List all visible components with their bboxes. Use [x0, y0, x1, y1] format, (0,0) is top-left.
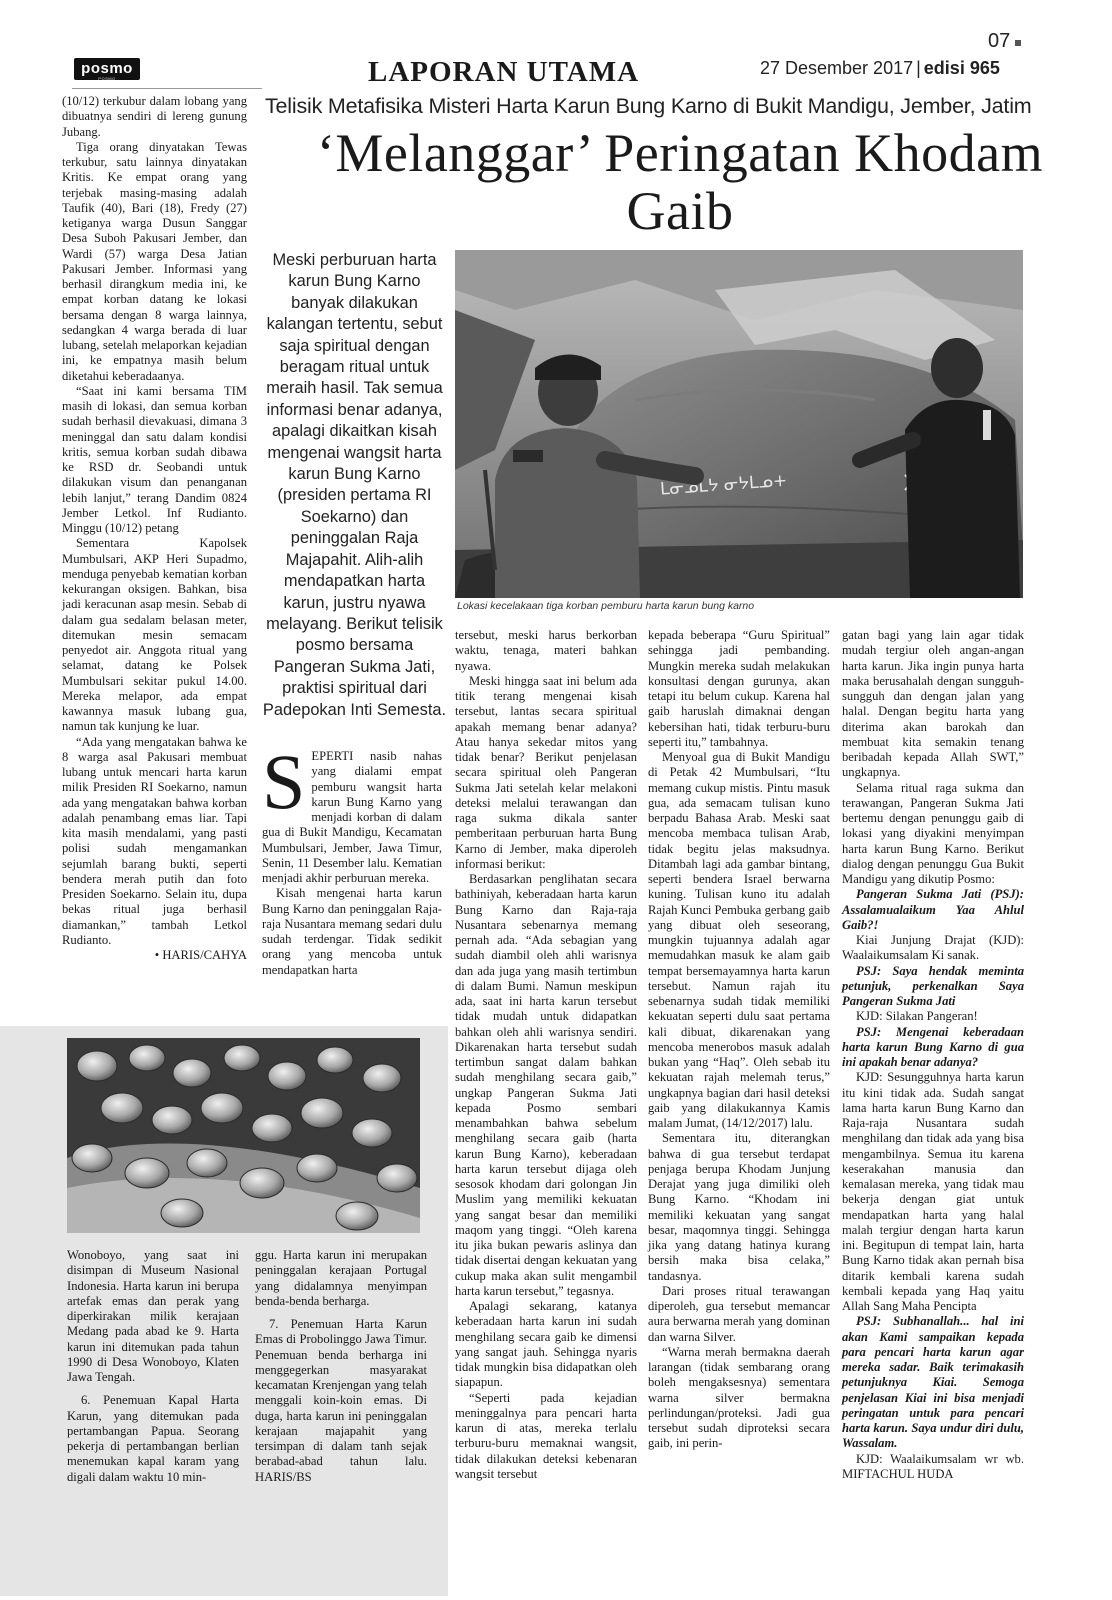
sidebar-column-1 [67, 1248, 239, 1485]
left-column [62, 94, 247, 963]
article-paragraph: Selama ritual raga sukma dan terawangan, Pangeran Sukma Jati bertemu dengan penunggu gaib di lokasi yang diyakini menyimpan harta karun Bung Karno. Berikut dialog dengan penunggu Gua Bukit Mandigu yang dikutip Posmo: [842, 780, 1024, 886]
dialog-answer: KJD: Sesungguhnya harta karun itu kini tidak ada. Sudah sangat lama harta karun Bung Karno dan Raja-raja Nusantara sudah menghilang dan tidak ada yang bisa mengambilnya. Semua itu karena keserakahan manusia dan kemalasan mereka, yang tidak mau bekerja dengan giat untuk mendapatkan harta yang halal malah tergiur dengan harta karun ini. Begitupun di tempat lain, harta Bung Karno tidak akan pernah bisa ditarik kembali karena sudah kembali kepada yang Haq yaitu Allah Sang Maha Pencipta [842, 1070, 1024, 1313]
page-marker-icon [1015, 40, 1021, 46]
article-first-paragraph [262, 738, 442, 886]
article-paragraph: “Warna merah bermakna daerah larangan (tidak sembarang orang boleh mengaksesnya) sementara warna silver bermakna perlindungan/proteksi. Jadi gua tersebut sudah diproteksi secara gaib, ini perin- [648, 1344, 830, 1451]
article-paragraph: Menyoal gua di Bukit Mandigu di Petak 42 Mumbulsari, “Itu memang cukup mistis. Pintu masuk gua, ada semacam tulisan kuno berpadu Bahasa Arab. Meski saat mencoba membaca tulisan Arab, tidak begitu jelas maksudnya. Ditambah lagi ada gambar bintang, seperti bendera Israel berwarna kuning. Tulisan kuno itu adalah Rajah Kunci Pembuka gerbang gaib yang dibuat oleh seseorang, mungkin tujuannya adalah agar memudahkan masuk ke alam gaib tempat bersemayamnya harta karun tersebut. Namun rajah itu sebenarnya sudah tidak memiliki kekuatan seperti dulu saat pertama kali dibuat, dikarenakan yang mencoba menerobos masuk adalah bukan yang “Haq”. Oleh sebab itu kekuatan rajah melemah terus,” ungkapnya bagian dari hasil deteksi gaib yang dilakukannya Kamis malam Jumat, (14/12/2017) lalu. [648, 750, 830, 1130]
article-paragraph: “Seperti pada kejadian meninggalnya para pencari harta karun di atas, mereka terlalu terburu-buru memaknai wangsit, tidak dilakukan deteksi kebenaran wangsit tersebut [455, 1390, 637, 1481]
main-photo [455, 250, 1023, 598]
lead-paragraph: Meski perburuan harta karun Bung Karno banyak dilakukan kalangan tertentu, sebut saja spiritual dengan beragam ritual untuk meraih hasil. Tak semua informasi benar adanya, apalagi dikaitkan kisah mengenai wangsit harta karun Bung Karno (presiden pertama RI Soekarno) dan peninggalan Raja Majapahit. Alih-alih mendapatkan harta karun, justru nyawa melayang. Berikut telisik posmo bersama Pangeran Sukma Jati, praktisi spiritual dari Padepokan Inti Semesta. [262, 251, 447, 719]
article-paragraph: Meski hingga saat ini belum ada titik terang mengenai kisah tersebut, lantas secara spiritual apakah memang benar adanya? Atau hanya sekedar mitos yang tidak benar? Berikut penjelasan secara spiritual oleh Pangeran Sukma Jati setelah kelar melakoni deteksi melalui terawangan dan raga sukma dikala santer pemberitaan perburuan harta Bung Karno di Jember, maka diperoleh informasi berikut: [455, 673, 637, 871]
edition-number: edisi 965 [923, 58, 1000, 78]
article-column-5 [842, 628, 1024, 1482]
edition-line [760, 58, 1000, 79]
article-start-column [262, 738, 442, 978]
left-col-paragraph: Tiga orang dinyatakan Tewas terkubur, satu lainnya dinyatakan Kritis. Ke empat orang yang terjebak masing-masing adalah Taufik (40), Bari (18), Fredy (27) ketiganya warga Dusun Sanggar Desa Suboh Pakusari Jember, dan Wardi (57) warga Desa Jatian Pakusari Jember. Informasi yang berhasil dirangkum media ini, ke empat korban datang ke lokasi bersama dengan 8 warga lainnya, sedangkan 4 warga berada di luar lubang, setelah melaporkan kejadian ini, ke empatnya masih belum diketahui keberadaanya. [62, 139, 247, 383]
page-number: 07 [988, 30, 1011, 52]
logo-text: posmo [81, 60, 133, 77]
article-paragraph: Kisah mengenai harta karun Bung Karno dan peninggalan Raja-raja Nusantara memang sedari dulu sudah terdengar. Tidak sedikit orang yang mencoba untuk mendapatkan harta [262, 886, 442, 977]
section-title: LAPORAN UTAMA [368, 56, 640, 88]
main-photo-illustration [455, 250, 1023, 598]
dialog-answer: KJD: Waalaikumsalam wr wb. MIFTACHUL HUDA [842, 1451, 1024, 1481]
posmo-logo [74, 58, 140, 80]
sidebar-paragraph: 7. Penemuan Harta Karun Emas di Probolinggo Jawa Timur. Penemuan benda berharga ini menggegerkan masyarakat kecamatan Krenjengan yang telah menggali koin-koin emas. Di duga, harta karun ini peninggalan kerajaan majapahit yang tersimpan di dalam tanh sejak berabad-abad tahun lalu. HARIS/BS [255, 1317, 427, 1484]
kicker: Telisik Metafisika Misteri Harta Karun Bung Karno di Bukit Mandigu, Jember, Jatim [265, 94, 1032, 118]
dialog-answer: Kiai Junjung Drajat (KJD): Waalaikumsalam Ki sanak. [842, 933, 1024, 963]
article-paragraph: kepada beberapa “Guru Spiritual” sehingga jadi pembanding. Mungkin mereka sudah melakukan konsultasi dengan gurunya, akan tetapi itu belum cukup. Karena hal gaib haruslah dimaknai dengan kebersihan hati, tidak terburu-buru seperti itu,” tambahnya. [648, 628, 830, 749]
article-column-3 [455, 628, 637, 1482]
sidebar-paragraph: ggu. Harta karun ini merupakan peninggalan kerajaan Portugal yang didalamnya menyimpan benda-benda berharga. [255, 1248, 427, 1308]
left-col-byline: • HARIS/CAHYA [154, 948, 247, 962]
dialog-question: PSJ: Mengenai keberadaan harta karun Bung Karno di gua ini apakah benar adanya? [842, 1024, 1024, 1069]
article-paragraph: gatan bagi yang lain agar tidak mudah tergiur oleh angan-angan harta karun. Jika ingin punya harta maka berusahalah dengan sungguh-sungguh dan dengan jalan yang halal. Dengan begitu harta yang diterima akan barokah dan membuat kita semakin tenang beribadah kepada Allah SWT,” ungkapnya. [842, 628, 1024, 780]
left-col-paragraph: “Ada yang mengatakan bahwa ke 8 warga asal Pakusari membuat lubang untuk mencari harta karun milik Presiden RI Soekarno, namun ada yang mengatakan bahwa korban adalah penambang emas liar. Tapi kita masih mendalami, yang pasti polisi sudah mengamankan sejumlah barang bukti, seperti bendera merah putih dan foto Presiden Soekarno. Selain itu, dupa bekas ritual juga berhasil diamankan,” tambah Letkol Rudianto. [62, 734, 247, 947]
drop-cap: S [262, 738, 306, 825]
photo-caption: Lokasi kecelakaan tiga korban pemburu harta karun bung karno [457, 600, 755, 612]
coins-illustration [67, 1038, 420, 1233]
first-word: EPERTI [311, 749, 354, 763]
article-paragraph: Dari proses ritual terawangan diperoleh, gua tersebut memancar aura berwarna merah yang dominan dan warna Silver. [648, 1283, 830, 1344]
article-paragraph: Berdasarkan penglihatan secara bathiniyah, keberadaan harta karun Bung Karno dan Raja-raja Nusantara sebenarnya memang pernah ada. “Ada sebagian yang sudah diambil oleh ahli warisnya dan ada juga yang masih tertimbun di dalam Bumi. Namun meskipun ada, saat ini harta karun tersebut tidak mudah untuk didapatkan bahkan oleh ahli warisnya sendiri. Dikarenakan harta tersebut sudah tertimbun sangat dalam bahkan sudah menghilang secara gaib,” ungkap Pangeran Sukma Jati kepada Posmo sembari menambahkan bahwa sebelum menghilang secara gaib (harta karun Bung Karno), keberadaan harta karun tersebut dijaga oleh sesosok khodam dari golongan Jin Muslim yang memiliki kekuatan yang sangat besar dan memiliki maqom yang tinggi. “Oleh karena itu jika bukan pewaris aslinya dan tidak disertai dengan kekuatan yang cukup maka akan sulit mengambil harta karun tersebut,” tegasnya. [455, 872, 637, 1298]
coins-photo [67, 1038, 420, 1233]
dialog-question: Pangeran Sukma Jati (PSJ): Assalamualaikum Yaa Ahlul Gaib?! [842, 887, 1024, 932]
article-paragraph: tersebut, meski harus berkorban waktu, tenaga, materi bahkan nyawa. [455, 628, 637, 673]
header-separator: | [916, 58, 921, 78]
headline: ‘Melanggar’ Peringatan Khodam Gaib [316, 123, 1044, 241]
sidebar-paragraph: Wonoboyo, yang saat ini disimpan di Museum Nasional Indonesia. Harta karun ini berupa artefak emas dan perak yang diperkirakan milik kerajaan Medang pada abad ke 9. Harta karun ini ditemukan pada tahun 1990 di Desa Wonoboyo, Klaten Jawa Tengah. [67, 1248, 239, 1384]
dialog-answer: KJD: Silakan Pangeran! [856, 1009, 978, 1024]
dialog-question: PSJ: Saya hendak meminta petunjuk, perkenalkan Saya Pangeran Sukma Jati [842, 963, 1024, 1008]
left-col-paragraph: Sementara Kapolsek Mumbulsari, AKP Heri Supadmo, menduga penyebab kematian korban kekurangan oksigen. Bahkan, bisa jadi keracunan asap mesin. Sebab di dalam gua sedalam belasan meter, ditemukan mesin semacam penyedot air. Anggota ritual yang selamat, datang ke Polsek Mumbulsari sekitar pukul 14.00. Mereka melapor, ada empat kawannya masuk lubang gua, namun tak kunjung ke luar. [62, 536, 247, 734]
left-col-paragraph: “Saat ini kami bersama TIM masih di lokasi, dan semua korban sudah berhasil dievakuasi, dimana 3 meninggal dan satu dalam kondisi kritis, semua korban sudah dibawa ke RSD dr. Seobandi untuk dilakukan visum dan penanganan lebih lanjut,” terang Dandim 0824 Jember Letkol. Inf Rudianto. Minggu (10/12) petang [62, 383, 247, 535]
logo-subtext: POSMO [98, 76, 116, 81]
sidebar-column-2 [255, 1248, 427, 1485]
article-first-text: nasib nahas yang dialami empat pemburu wangsit harta karun Bung Karno yang menjadi korban di dalam gua di Bukit Mandigu, Kecamatan Mumbulsari, Jember, Jawa Timur, Senin, 11 Desember lalu. Kematian menjadi akhir perburuan mereka. [262, 749, 442, 885]
article-paragraph: Apalagi sekarang, katanya keberadaan harta karun ini sudah menghilang secara gaib ke dimensi yang sangat jauh. Sehingga nyaris tidak mungkin bisa didapatkan oleh siapapun. [455, 1299, 637, 1390]
rock-inscription: ᒪᓂᓄᒪᔭ ᓂᔭᒪᓄ+ [659, 470, 788, 500]
issue-date: 27 Desember 2017 [760, 58, 914, 78]
sidebar-paragraph: 6. Penemuan Kapal Harta Karun, yang ditemukan pada pertambangan Papua. Seorang pekerja di pertambangan berlian menemukan kapal karam yang digali dalam waktu 10 min- [67, 1393, 239, 1484]
article-paragraph: Sementara itu, diterangkan bahwa di gua tersebut terdapat penjaga berupa Khodam Junjung Derajat yang juga dimiliki oleh Bung Karno. “Khodam ini memiliki kekuatan yang sangat besar, maqomnya tinggi. Sehingga jika yang datang hatinya kurang bersih maka bisa celaka,” tandasnya. [648, 1131, 830, 1283]
left-col-paragraph: (10/12) terkubur dalam lobang yang dibuatnya sendiri di lereng gunung Jubang. [62, 94, 247, 139]
header-rule [72, 88, 262, 89]
article-column-4 [648, 628, 830, 1452]
dialog-question: PSJ: Subhanallah... hal ini akan Kami sampaikan kepada para pencari harta karun agar mereka sadar. Baik terimakasih petunjuknya Kiai. Semoga penjelasan Kiai ini bisa menjadi peringatan untuk para pencari harta karun. Saya undur diri dulu, Wassalam. [842, 1314, 1024, 1451]
